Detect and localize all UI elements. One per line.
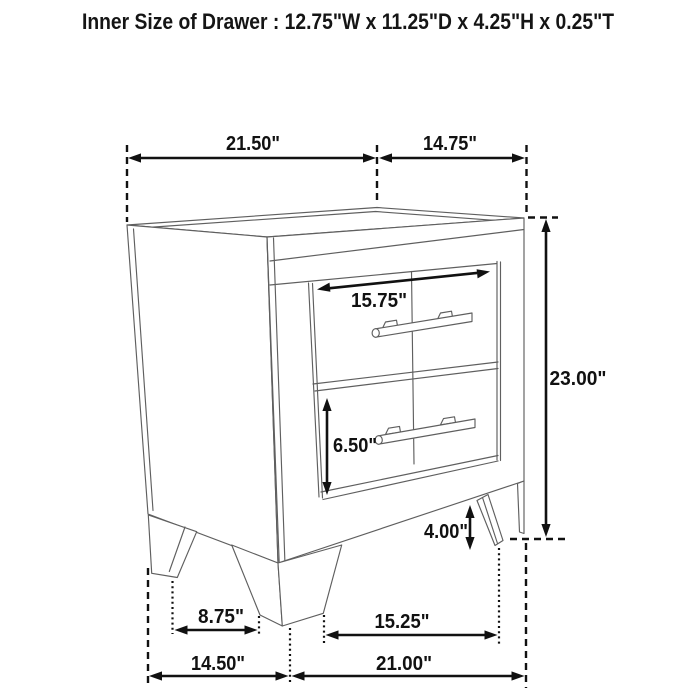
dim-base-depth — [149, 653, 289, 681]
dim-top-width — [128, 133, 376, 163]
dim-leg-gap-side — [175, 606, 258, 635]
dim-label-overall-height: 23.00" — [549, 368, 607, 390]
leg-front-right — [518, 481, 525, 534]
handle-end-cap — [372, 329, 379, 338]
arrowhead-right — [276, 671, 289, 680]
dim-overall-height — [541, 219, 606, 537]
dim-label-leg-gap-front: 15.25" — [374, 611, 430, 633]
arrowhead-left — [379, 153, 392, 162]
dim-label-drawer-height: 6.50" — [333, 435, 377, 457]
nightstand-left-panel — [127, 225, 278, 563]
arrowhead-left — [326, 630, 339, 639]
arrowhead-right — [485, 630, 498, 639]
arrowhead-right — [363, 153, 376, 162]
arrowhead-top — [541, 219, 550, 232]
dim-base-width — [292, 653, 525, 681]
arrowhead-left — [292, 671, 305, 680]
diagram-title: Inner Size of Drawer : 12.75"W x 11.25"D x 4.25"H x 0.25"T — [82, 9, 615, 34]
nightstand-drawing — [127, 208, 524, 627]
dim-leg-gap-front — [326, 611, 498, 640]
dim-top-depth — [379, 133, 525, 163]
dim-label-base-width: 21.00" — [376, 653, 432, 675]
leg-back-right — [477, 495, 503, 546]
arrowhead-left — [175, 625, 188, 634]
arrowhead-left — [149, 671, 162, 680]
dim-label-base-depth: 14.50" — [191, 653, 245, 675]
leg-shape — [518, 481, 525, 534]
arrowhead-right — [245, 625, 258, 634]
arrowhead-left — [128, 153, 141, 162]
arrowhead-right — [512, 671, 525, 680]
dim-label-drawer-width: 15.75" — [351, 290, 407, 312]
arrowhead-top — [465, 505, 474, 518]
dim-label-leg-height: 4.00" — [424, 521, 468, 543]
dim-label-leg-gap-side: 8.75" — [198, 606, 244, 628]
dim-label-top-width: 21.50" — [226, 133, 280, 155]
arrowhead-bottom — [541, 524, 550, 537]
arrowhead-right — [512, 153, 525, 162]
dim-label-top-depth: 14.75" — [423, 133, 477, 155]
